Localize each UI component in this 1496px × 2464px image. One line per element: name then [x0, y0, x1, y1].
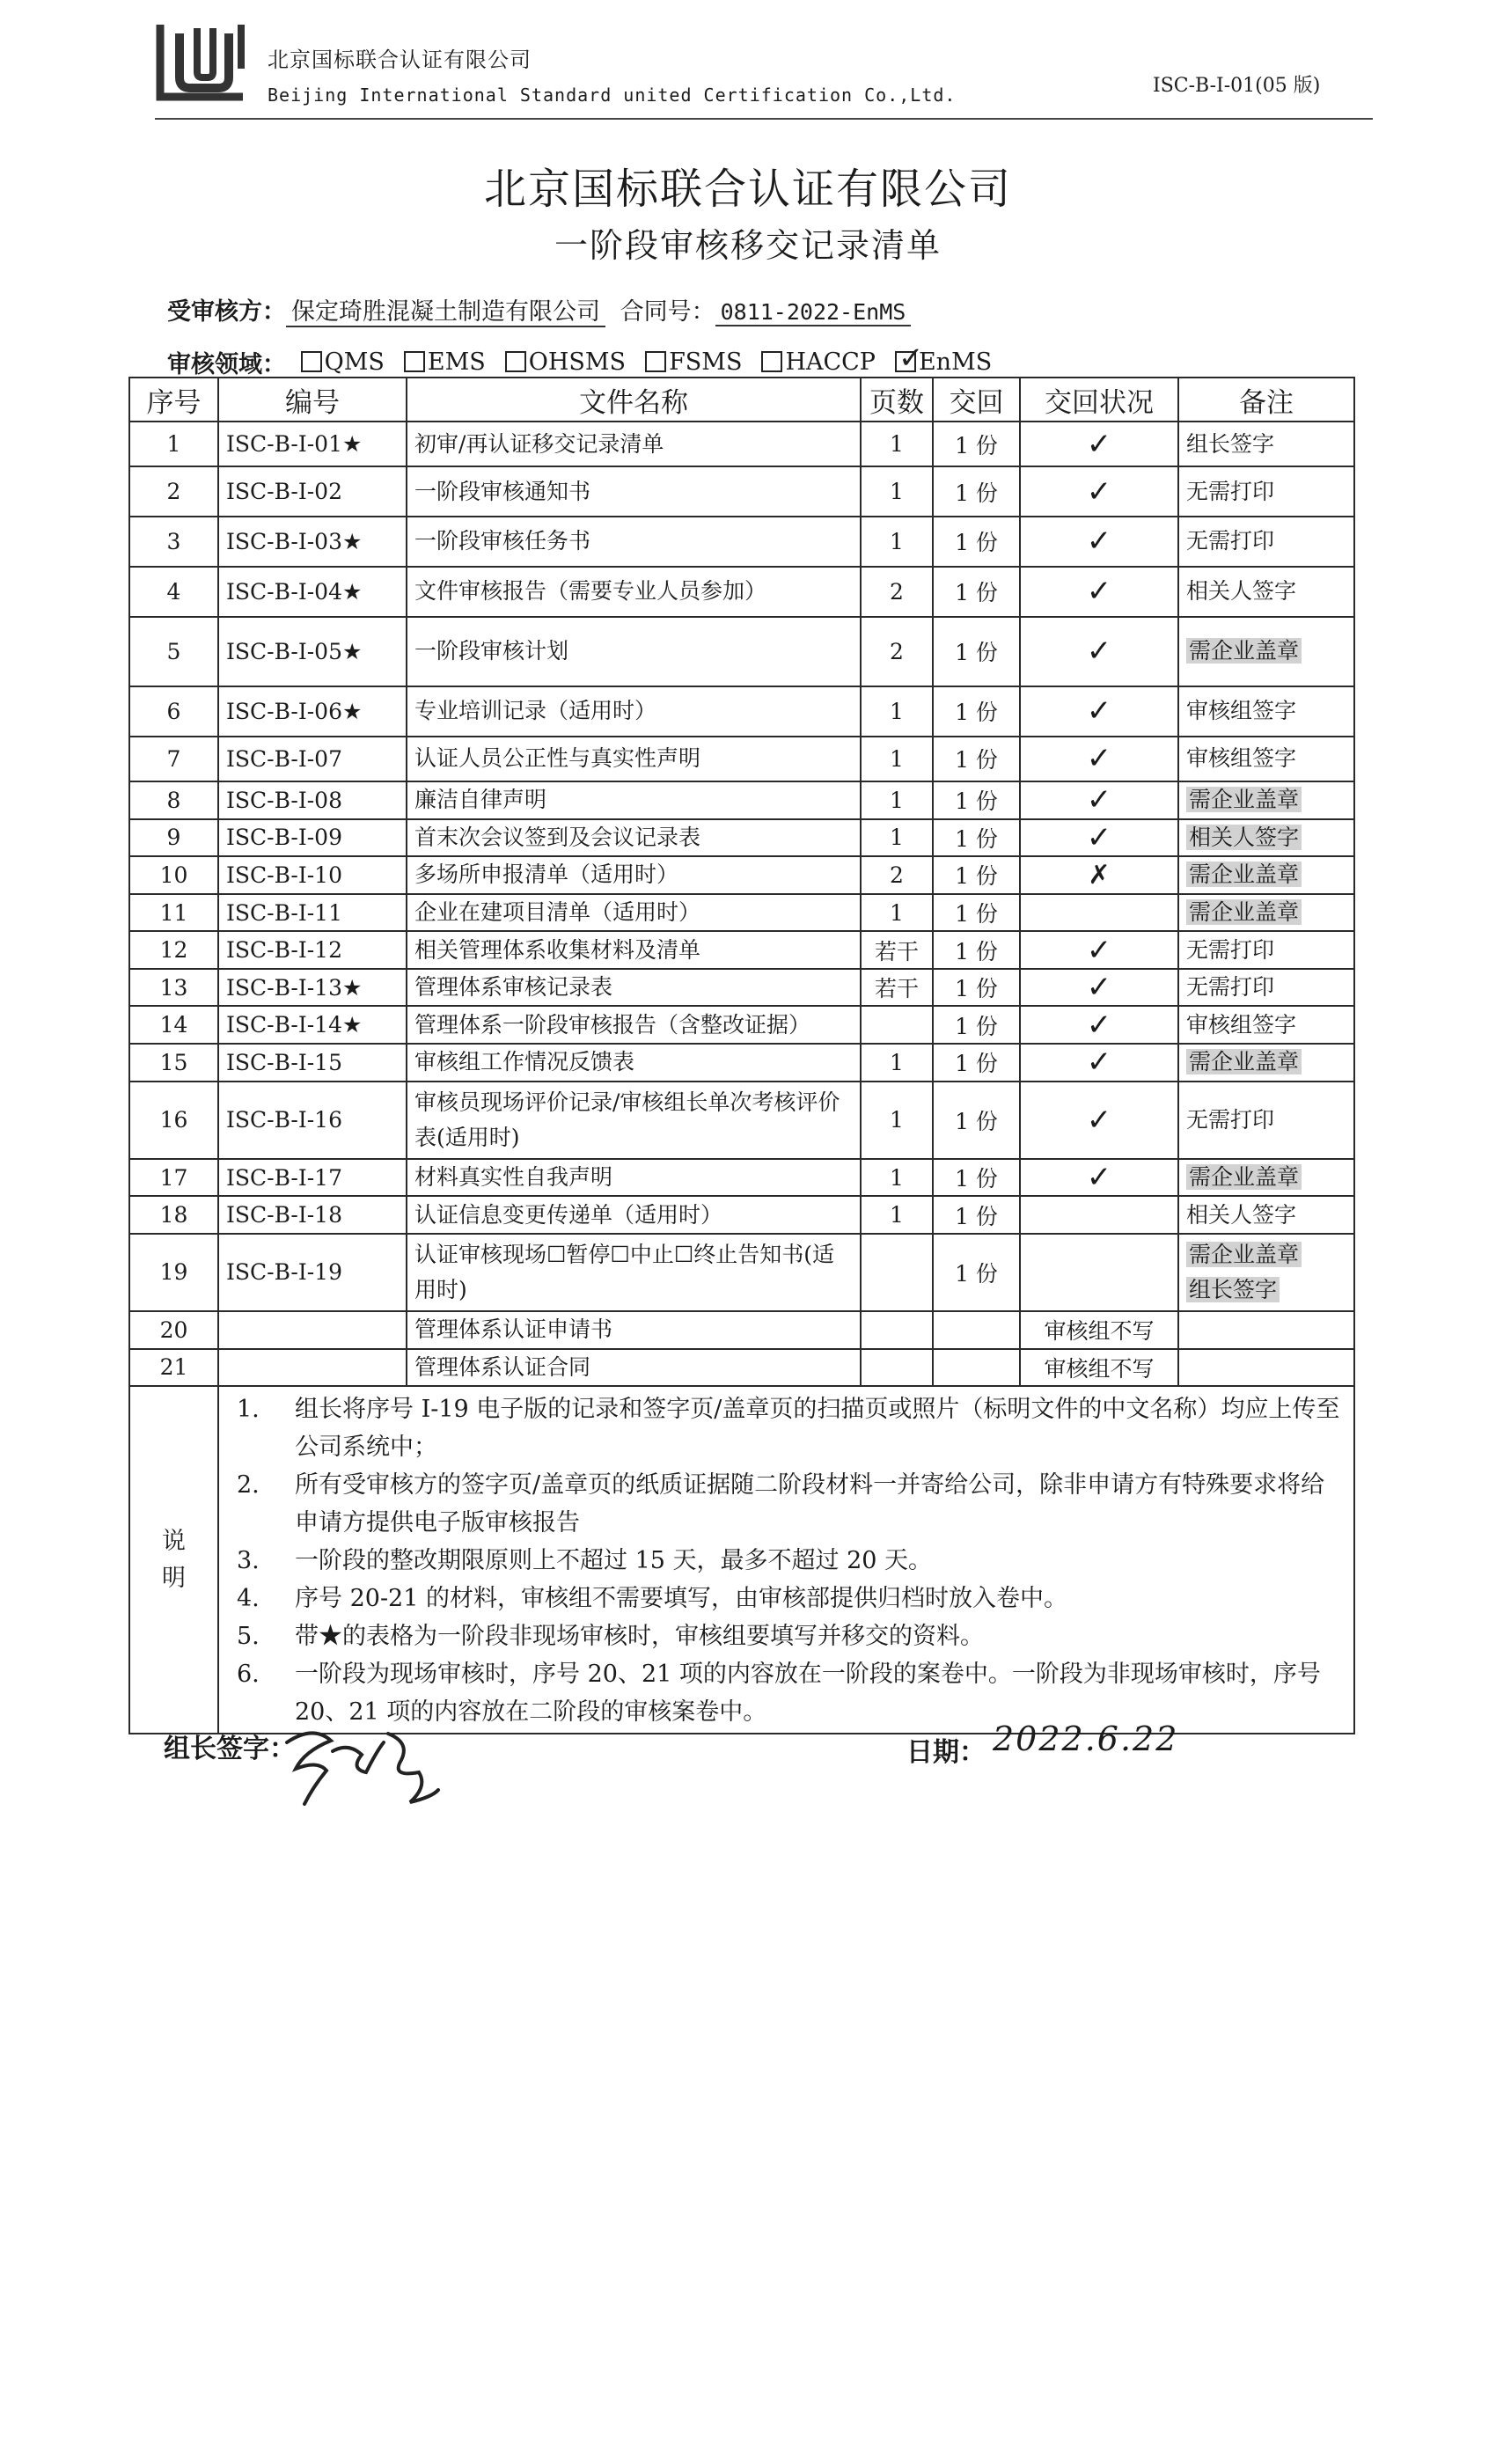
row-no: 15 — [129, 1044, 218, 1082]
company-name-cn: 北京国标联合认证有限公司 — [268, 48, 532, 72]
row-no: 10 — [129, 856, 218, 894]
table-row — [129, 931, 1354, 969]
page-subtitle: 一阶段审核移交记录清单 — [554, 226, 942, 265]
row-pages: 若干 — [861, 969, 933, 1007]
row-no: 11 — [129, 894, 218, 932]
row-returned: 1 份 — [933, 1006, 1020, 1044]
row-doc-name: 一阶段审核通知书 — [407, 466, 861, 517]
row-doc-name: 认证审核现场☐暂停☐中止☐终止告知书(适用时) — [407, 1234, 861, 1311]
row-code: ISC-B-I-13★ — [218, 969, 407, 1007]
row-no: 18 — [129, 1196, 218, 1234]
row-doc-name: 廉洁自律声明 — [407, 781, 861, 819]
row-status — [1020, 1196, 1178, 1234]
checkbox-icon — [761, 351, 782, 372]
table-row — [129, 856, 1354, 894]
row-pages — [861, 1006, 933, 1044]
note-text: 组长签字 — [1186, 430, 1275, 457]
row-status — [1020, 1349, 1178, 1387]
row-note — [1178, 931, 1354, 969]
row-no: 19 — [129, 1234, 218, 1311]
row-returned: 1 份 — [933, 422, 1020, 466]
audit-field-label-text: EnMS — [918, 348, 993, 376]
auditee-line — [167, 292, 911, 326]
audit-field-label-text: QMS — [324, 348, 385, 376]
row-code: ISC-B-I-03★ — [218, 517, 407, 567]
row-returned: 1 份 — [933, 466, 1020, 517]
row-code: ISC-B-I-15 — [218, 1044, 407, 1082]
row-code: ISC-B-I-01★ — [218, 422, 407, 466]
row-note — [1178, 781, 1354, 819]
note-text: 无需打印 — [1186, 1106, 1275, 1133]
row-note — [1178, 422, 1354, 466]
row-code — [218, 1311, 407, 1349]
row-doc-name: 管理体系认证申请书 — [407, 1311, 861, 1349]
row-status — [1020, 1006, 1178, 1044]
row-doc-name: 一阶段审核计划 — [407, 617, 861, 687]
header-cell-status: 交回状况 — [1020, 378, 1178, 422]
row-no: 13 — [129, 969, 218, 1007]
explain-label-2: 明 — [162, 1564, 186, 1592]
explain-item-text: 所有受审核方的签字页/盖章页的纸质证据随二阶段材料一并寄给公司，除非申请方有特殊要求将给申请方提供电子版审核报告 — [295, 1471, 1325, 1537]
table-row — [129, 686, 1354, 737]
table-row — [129, 567, 1354, 617]
auditee-value: 保定琦胜混凝土制造有限公司 — [286, 298, 605, 327]
row-doc-name: 文件审核报告（需要专业人员参加） — [407, 567, 861, 617]
cross-mark-icon: ✗ — [1088, 859, 1111, 891]
row-no: 16 — [129, 1082, 218, 1159]
explain-item — [237, 1655, 1341, 1731]
note-text: 无需打印 — [1186, 974, 1275, 1001]
row-code: ISC-B-I-14★ — [218, 1006, 407, 1044]
row-returned: 1 份 — [933, 931, 1020, 969]
handwritten-signature-icon — [278, 1716, 445, 1813]
explain-item-text: 序号 20-21 的材料，审核组不需要填写，由审核部提供归档时放入卷中。 — [295, 1585, 1067, 1613]
row-code — [218, 1349, 407, 1387]
row-status — [1020, 1082, 1178, 1159]
row-note — [1178, 1311, 1354, 1349]
row-pages: 1 — [861, 1082, 933, 1159]
note-text: 审核组签字 — [1186, 745, 1297, 772]
row-returned: 1 份 — [933, 686, 1020, 737]
table-row — [129, 1311, 1354, 1349]
row-doc-name: 审核组工作情况反馈表 — [407, 1044, 861, 1082]
row-code: ISC-B-I-05★ — [218, 617, 407, 687]
row-note — [1178, 567, 1354, 617]
row-doc-name: 一阶段审核任务书 — [407, 517, 861, 567]
row-doc-name: 企业在建项目清单（适用时） — [407, 894, 861, 932]
table-row — [129, 466, 1354, 517]
row-pages: 若干 — [861, 931, 933, 969]
row-note — [1178, 617, 1354, 687]
audit-field-options — [301, 348, 1012, 378]
note-text: 相关人签字 — [1186, 1201, 1297, 1228]
header-cell-no: 序号 — [129, 378, 218, 422]
row-pages: 1 — [861, 517, 933, 567]
audit-field-label: 审核领域： — [167, 351, 286, 378]
row-no: 3 — [129, 517, 218, 567]
table-row — [129, 819, 1354, 857]
row-note — [1178, 1006, 1354, 1044]
explain-item — [237, 1390, 1341, 1466]
row-pages: 1 — [861, 1196, 933, 1234]
check-mark-icon: ✓ — [1086, 1045, 1112, 1081]
row-returned: 1 份 — [933, 617, 1020, 687]
row-code: ISC-B-I-19 — [218, 1234, 407, 1311]
row-returned: 1 份 — [933, 969, 1020, 1007]
table-row — [129, 1082, 1354, 1159]
row-pages: 1 — [861, 737, 933, 781]
row-returned: 1 份 — [933, 1196, 1020, 1234]
note-text: 相关人签字 — [1186, 578, 1297, 605]
row-no: 7 — [129, 737, 218, 781]
row-code: ISC-B-I-12 — [218, 931, 407, 969]
row-note — [1178, 1349, 1354, 1387]
row-note — [1178, 1234, 1354, 1311]
row-status — [1020, 686, 1178, 737]
note-text: 审核组签字 — [1186, 1011, 1297, 1038]
check-mark-icon: ✓ — [1086, 1007, 1112, 1043]
row-status — [1020, 819, 1178, 857]
document-number: ISC-B-I-01(05 版) — [1153, 75, 1321, 97]
note-text: 无需打印 — [1186, 528, 1275, 554]
explain-item-number: 1. — [237, 1396, 260, 1424]
row-note — [1178, 517, 1354, 567]
handover-table — [128, 377, 1355, 1734]
row-pages: 1 — [861, 1044, 933, 1082]
audit-field-label-text: EMS — [427, 348, 486, 376]
row-note — [1178, 1082, 1354, 1159]
row-code: ISC-B-I-11 — [218, 894, 407, 932]
header-cell-pages: 页数 — [861, 378, 933, 422]
row-no: 20 — [129, 1311, 218, 1349]
row-doc-name: 多场所申报清单（适用时） — [407, 856, 861, 894]
audit-field-ems — [404, 348, 486, 376]
date-label: 日期： — [906, 1737, 986, 1768]
explain-item — [237, 1617, 1341, 1655]
row-code: ISC-B-I-10 — [218, 856, 407, 894]
table-row — [129, 1196, 1354, 1234]
note-text: 需企业盖章 — [1186, 899, 1302, 925]
row-no: 1 — [129, 422, 218, 466]
table-row — [129, 1349, 1354, 1387]
explain-item-number: 4. — [237, 1585, 260, 1613]
explain-item-text: 带★的表格为一阶段非现场审核时，审核组要填写并移交的资料。 — [295, 1623, 984, 1651]
note-text: 无需打印 — [1186, 936, 1275, 963]
row-no: 21 — [129, 1349, 218, 1387]
row-code: ISC-B-I-16 — [218, 1082, 407, 1159]
explain-item-text: 一阶段为现场审核时，序号 20、21 项的内容放在一阶段的案卷中。一阶段为非现场审核时，序号 20、21 项的内容放在二阶段的审核案卷中。 — [295, 1661, 1321, 1727]
company-logo-icon — [155, 19, 250, 102]
row-returned: 1 份 — [933, 856, 1020, 894]
explain-item-number: 6. — [237, 1661, 260, 1689]
audit-field-enms — [895, 348, 992, 376]
table-row — [129, 422, 1354, 466]
explain-label-cell — [129, 1386, 218, 1734]
row-note — [1178, 1044, 1354, 1082]
note-text: 需企业盖章 — [1186, 862, 1302, 887]
check-mark-icon: ✓ — [1086, 473, 1112, 510]
row-doc-name: 认证信息变更传递单（适用时） — [407, 1196, 861, 1234]
row-status — [1020, 1044, 1178, 1082]
table-row — [129, 781, 1354, 819]
page-title: 北京国标联合认证有限公司 — [483, 165, 1012, 214]
audit-field-line — [167, 345, 1011, 379]
row-code: ISC-B-I-17 — [218, 1159, 407, 1197]
explain-row — [129, 1386, 1354, 1734]
header-cell-note: 备注 — [1178, 378, 1354, 422]
row-no: 5 — [129, 617, 218, 687]
explain-item-text: 一阶段的整改期限原则上不超过 15 天，最多不超过 20 天。 — [295, 1547, 933, 1575]
row-returned: 1 份 — [933, 894, 1020, 932]
note-text: 需企业盖章 — [1186, 1049, 1302, 1074]
row-no: 4 — [129, 567, 218, 617]
checkbox-icon — [645, 351, 666, 372]
audit-field-label-text: FSMS — [669, 348, 743, 376]
row-code: ISC-B-I-08 — [218, 781, 407, 819]
check-mark-icon: ✓ — [1086, 1102, 1112, 1138]
row-note — [1178, 737, 1354, 781]
explain-item — [237, 1580, 1341, 1617]
row-status — [1020, 894, 1178, 932]
row-no: 8 — [129, 781, 218, 819]
auditee-label: 受审核方： — [167, 298, 286, 326]
row-note — [1178, 1159, 1354, 1197]
contract-label: 合同号： — [620, 298, 715, 326]
row-note — [1178, 819, 1354, 857]
row-doc-name: 相关管理体系收集材料及清单 — [407, 931, 861, 969]
leader-signature-label: 组长签字： — [164, 1734, 296, 1764]
header-cell-returned: 交回 — [933, 378, 1020, 422]
row-pages: 1 — [861, 1159, 933, 1197]
row-no: 2 — [129, 466, 218, 517]
row-code: ISC-B-I-07 — [218, 737, 407, 781]
row-no: 14 — [129, 1006, 218, 1044]
explain-item — [237, 1466, 1341, 1542]
row-doc-name: 管理体系审核记录表 — [407, 969, 861, 1007]
checkbox-icon — [404, 351, 425, 372]
row-status — [1020, 567, 1178, 617]
row-no: 6 — [129, 686, 218, 737]
row-status — [1020, 617, 1178, 687]
table-row — [129, 1044, 1354, 1082]
row-pages — [861, 1311, 933, 1349]
row-status — [1020, 1311, 1178, 1349]
table-row — [129, 737, 1354, 781]
note-text: 需企业盖章 — [1186, 638, 1302, 664]
row-note — [1178, 894, 1354, 932]
explain-label-1: 说 — [162, 1527, 186, 1555]
table-row — [129, 517, 1354, 567]
row-pages: 1 — [861, 819, 933, 857]
row-status — [1020, 781, 1178, 819]
row-note — [1178, 686, 1354, 737]
row-returned — [933, 1349, 1020, 1387]
row-doc-name: 管理体系一阶段审核报告（含整改证据） — [407, 1006, 861, 1044]
row-note — [1178, 969, 1354, 1007]
explain-list — [219, 1387, 1353, 1733]
row-returned: 1 份 — [933, 1044, 1020, 1082]
header-divider — [155, 118, 1373, 120]
row-returned: 1 份 — [933, 1082, 1020, 1159]
row-returned: 1 份 — [933, 781, 1020, 819]
row-returned: 1 份 — [933, 1159, 1020, 1197]
row-doc-name: 首末次会议签到及会议记录表 — [407, 819, 861, 857]
row-pages: 2 — [861, 617, 933, 687]
checked-box-icon — [895, 351, 916, 372]
explain-item — [237, 1542, 1341, 1580]
row-code: ISC-B-I-18 — [218, 1196, 407, 1234]
row-pages: 1 — [861, 894, 933, 932]
date-value: 2022.6.22 — [993, 1720, 1179, 1758]
row-doc-name: 专业培训记录（适用时） — [407, 686, 861, 737]
check-mark-icon: ✓ — [1086, 932, 1112, 968]
row-status — [1020, 931, 1178, 969]
check-mark-icon: ✓ — [1086, 426, 1112, 462]
company-name-en: Beijing International Standard united Certification Co.,Ltd. — [268, 84, 957, 106]
row-note — [1178, 1196, 1354, 1234]
row-code: ISC-B-I-06★ — [218, 686, 407, 737]
row-status — [1020, 422, 1178, 466]
checkbox-icon — [505, 351, 526, 372]
row-status — [1020, 1159, 1178, 1197]
row-pages: 1 — [861, 422, 933, 466]
row-doc-name: 认证人员公正性与真实性声明 — [407, 737, 861, 781]
row-note — [1178, 466, 1354, 517]
status-text: 审核组不写 — [1044, 1318, 1155, 1345]
row-note — [1178, 856, 1354, 894]
row-pages: 1 — [861, 466, 933, 517]
table-row — [129, 969, 1354, 1007]
table-header-row — [129, 378, 1354, 422]
row-doc-name: 材料真实性自我声明 — [407, 1159, 861, 1197]
check-mark-icon: ✓ — [1086, 1160, 1112, 1195]
row-returned: 1 份 — [933, 567, 1020, 617]
row-doc-name: 管理体系认证合同 — [407, 1349, 861, 1387]
check-mark-icon: ✓ — [1086, 782, 1112, 818]
note-text: 审核组签字 — [1186, 698, 1297, 724]
explain-item-number: 2. — [237, 1471, 260, 1500]
header-cell-name: 文件名称 — [407, 378, 861, 422]
explain-item-number: 5. — [237, 1623, 260, 1651]
row-returned — [933, 1311, 1020, 1349]
audit-field-label-text: HACCP — [785, 348, 876, 376]
explain-item-number: 3. — [237, 1547, 260, 1575]
explain-content-cell — [218, 1386, 1354, 1734]
row-returned: 1 份 — [933, 517, 1020, 567]
row-pages — [861, 1234, 933, 1311]
table-row — [129, 617, 1354, 687]
audit-field-fsms — [645, 348, 742, 376]
check-mark-icon: ✓ — [1086, 819, 1112, 855]
note-text: 需企业盖章 — [1186, 787, 1302, 812]
row-pages: 1 — [861, 686, 933, 737]
row-pages: 2 — [861, 856, 933, 894]
row-returned: 1 份 — [933, 819, 1020, 857]
row-status — [1020, 856, 1178, 894]
audit-field-qms — [301, 348, 385, 376]
row-no: 9 — [129, 819, 218, 857]
audit-field-haccp — [761, 348, 876, 376]
table-row — [129, 894, 1354, 932]
header-cell-code: 编号 — [218, 378, 407, 422]
row-pages: 1 — [861, 781, 933, 819]
checkbox-icon — [301, 351, 322, 372]
note-text-secondary: 组长签字 — [1186, 1277, 1280, 1302]
row-no: 17 — [129, 1159, 218, 1197]
row-status — [1020, 969, 1178, 1007]
row-returned: 1 份 — [933, 737, 1020, 781]
note-text: 相关人签字 — [1186, 825, 1302, 850]
explain-item-text: 组长将序号 I-19 电子版的记录和签字页/盖章页的扫描页或照片（标明文件的中文名称）均应上传至公司系统中； — [295, 1396, 1340, 1462]
check-mark-icon: ✓ — [1086, 970, 1112, 1006]
check-mark-icon: ✓ — [1086, 693, 1112, 730]
row-code: ISC-B-I-02 — [218, 466, 407, 517]
row-no: 12 — [129, 931, 218, 969]
check-mark-icon: ✓ — [1086, 741, 1112, 777]
contract-value: 0811-2022-EnMS — [715, 299, 912, 326]
table-row — [129, 1234, 1354, 1311]
table-row — [129, 1006, 1354, 1044]
table-row — [129, 1159, 1354, 1197]
note-text: 无需打印 — [1186, 478, 1275, 504]
check-mark-icon: ✓ — [1086, 574, 1112, 610]
check-mark-icon: ✓ — [1086, 524, 1112, 560]
row-doc-name: 审核员现场评价记录/审核组长单次考核评价表(适用时) — [407, 1082, 861, 1159]
row-status — [1020, 517, 1178, 567]
note-text: 需企业盖章 — [1186, 1164, 1302, 1190]
audit-field-label-text: OHSMS — [528, 348, 627, 376]
row-pages: 2 — [861, 567, 933, 617]
row-status — [1020, 737, 1178, 781]
status-text: 审核组不写 — [1044, 1355, 1155, 1382]
check-mark-icon: ✓ — [1086, 634, 1112, 670]
table-body — [129, 422, 1354, 1386]
row-pages — [861, 1349, 933, 1387]
row-code: ISC-B-I-09 — [218, 819, 407, 857]
audit-field-ohsms — [505, 348, 626, 376]
row-code: ISC-B-I-04★ — [218, 567, 407, 617]
note-text: 需企业盖章 — [1186, 1242, 1302, 1267]
row-returned: 1 份 — [933, 1234, 1020, 1311]
row-status — [1020, 466, 1178, 517]
row-status — [1020, 1234, 1178, 1311]
row-doc-name: 初审/再认证移交记录清单 — [407, 422, 861, 466]
